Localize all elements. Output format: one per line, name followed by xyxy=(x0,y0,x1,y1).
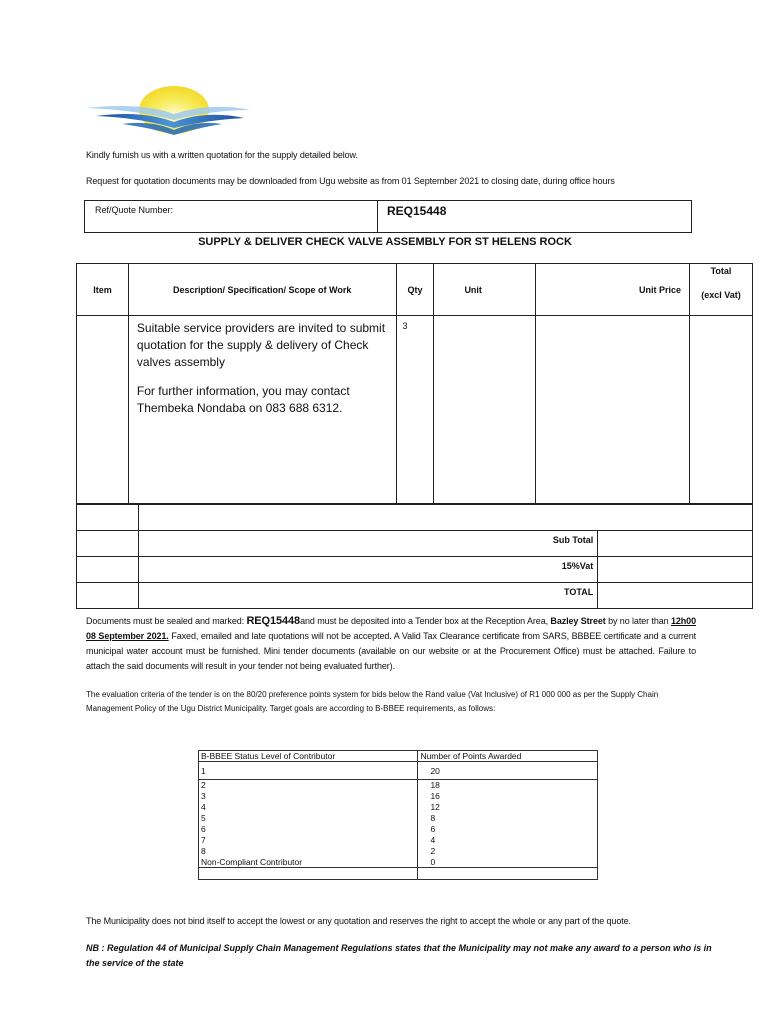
header-description: Description/ Specification/ Scope of Work xyxy=(128,264,396,316)
bbbee-level: Non-Compliant Contributor xyxy=(199,857,418,868)
header-total-line1: Total xyxy=(710,266,732,276)
table-row xyxy=(199,802,598,813)
document-title: SUPPLY & DELIVER CHECK VALVE ASSEMBLY FOR ST HELENS ROCK xyxy=(198,236,572,248)
subtotal-row xyxy=(77,531,753,557)
header-unit-price: Unit Price xyxy=(536,264,690,316)
table-row xyxy=(199,762,598,780)
header-total xyxy=(690,264,753,316)
table-row xyxy=(199,868,598,880)
cell-qty: 3 xyxy=(396,316,434,504)
bbbee-level: 2 xyxy=(199,780,418,791)
table-header-row xyxy=(77,264,753,316)
cell-unit-price xyxy=(536,316,690,504)
bbbee-points: 12 xyxy=(418,802,598,813)
table-row xyxy=(199,791,598,802)
bbbee-level: 6 xyxy=(199,824,418,835)
instructions-street: Bazley Street xyxy=(550,616,606,626)
bbbee-level: 8 xyxy=(199,846,418,857)
cell-total xyxy=(690,316,753,504)
bbbee-col-level: B-BBEE Status Level of Contributor xyxy=(199,751,418,762)
instructions-ref-number: REQ15448 xyxy=(246,615,301,627)
header-total-line2: (excl Vat) xyxy=(701,290,741,300)
header-unit: Unit xyxy=(434,264,536,316)
reference-box xyxy=(84,200,692,233)
bbbee-points: 18 xyxy=(418,780,598,791)
instructions-text-d: Faxed, emailed and late quotations will not be accepted. A Valid Tax Clearance certificate from SARS, BBBEE certificate and a current municipal water account must be furnished. Mini tender documents (available on our website or at the Procurement Office) must be attached. Failure to attach the said documents will result in your tender not being evaluated further). xyxy=(86,631,696,671)
ref-quote-number: REQ15448 xyxy=(387,204,447,218)
instructions-text-a: Documents must be sealed and marked: xyxy=(86,616,247,626)
instructions-text-c: by no later than xyxy=(605,616,671,626)
totals-table xyxy=(76,504,753,609)
municipality-disclaimer: The Municipality does not bind itself to accept the lowest or any quotation and reserves the right to accept the whole or any part of the quote. xyxy=(86,916,631,926)
vat-value xyxy=(598,557,753,583)
description-paragraph-1: Suitable service providers are invited to submit quotation for the supply & delivery of Check valves assembly xyxy=(136,321,386,369)
totals-blank-row xyxy=(77,505,753,531)
bbbee-col-points: Number of Points Awarded xyxy=(418,751,598,762)
bbbee-level: 5 xyxy=(199,813,418,824)
bbbee-level: 1 xyxy=(199,762,418,780)
ref-quote-label: Ref/Quote Number: xyxy=(95,205,174,215)
vat-label: 15%Vat xyxy=(138,557,597,583)
intro-line-1: Kindly furnish us with a written quotation for the supply detailed below. xyxy=(86,150,358,160)
table-row xyxy=(199,813,598,824)
table-row xyxy=(199,835,598,846)
bbbee-points: 2 xyxy=(418,846,598,857)
bbbee-header-row xyxy=(199,751,598,762)
table-row xyxy=(199,846,598,857)
municipality-logo xyxy=(82,80,252,140)
bbbee-points: 20 xyxy=(418,762,598,780)
subtotal-label: Sub Total xyxy=(138,531,597,557)
bbbee-level: 7 xyxy=(199,835,418,846)
bbbee-points: 4 xyxy=(418,835,598,846)
bbbee-level: 3 xyxy=(199,791,418,802)
instructions-deadline: 12h00 08 September 2021. xyxy=(86,616,696,641)
cell-unit xyxy=(434,316,536,504)
table-row xyxy=(199,857,598,868)
bbbee-points: 0 xyxy=(418,857,598,868)
total-label: TOTAL xyxy=(138,583,597,609)
total-row xyxy=(77,583,753,609)
submission-instructions xyxy=(86,614,696,674)
table-row xyxy=(199,780,598,791)
regulation-note: NB : Regulation 44 of Municipal Supply Chain Management Regulations states that the Municipality may not make any award to a person who is in the service of the state xyxy=(86,943,712,968)
bbbee-points: 16 xyxy=(418,791,598,802)
total-value xyxy=(598,583,753,609)
table-row xyxy=(77,316,753,504)
table-row xyxy=(199,824,598,835)
quotation-table xyxy=(76,263,753,504)
bbbee-level: 4 xyxy=(199,802,418,813)
instructions-text-b: and must be deposited into a Tender box at the Reception Area, xyxy=(300,616,551,626)
header-qty: Qty xyxy=(396,264,434,316)
vat-row xyxy=(77,557,753,583)
evaluation-criteria: The evaluation criteria of the tender is on the 80/20 preference points system for bids below the Rand value (Vat Inclusive) of R1 000 000 as per the Supply Chain Management Policy of the Ugu District Municipality. Target goals are according to B-BBEE requirements, as follows: xyxy=(86,690,659,713)
subtotal-value xyxy=(598,531,753,557)
cell-description xyxy=(128,316,396,504)
cell-item xyxy=(77,316,129,504)
intro-line-2: Request for quotation documents may be downloaded from Ugu website as from 01 September 2021 to closing date, during office hours xyxy=(86,176,615,186)
bbbee-points: 8 xyxy=(418,813,598,824)
description-paragraph-2: For further information, you may contact Thembeka Nondaba on 083 688 6312. xyxy=(136,384,350,415)
bbbee-points-table xyxy=(198,750,598,880)
header-item: Item xyxy=(77,264,129,316)
bbbee-points: 6 xyxy=(418,824,598,835)
